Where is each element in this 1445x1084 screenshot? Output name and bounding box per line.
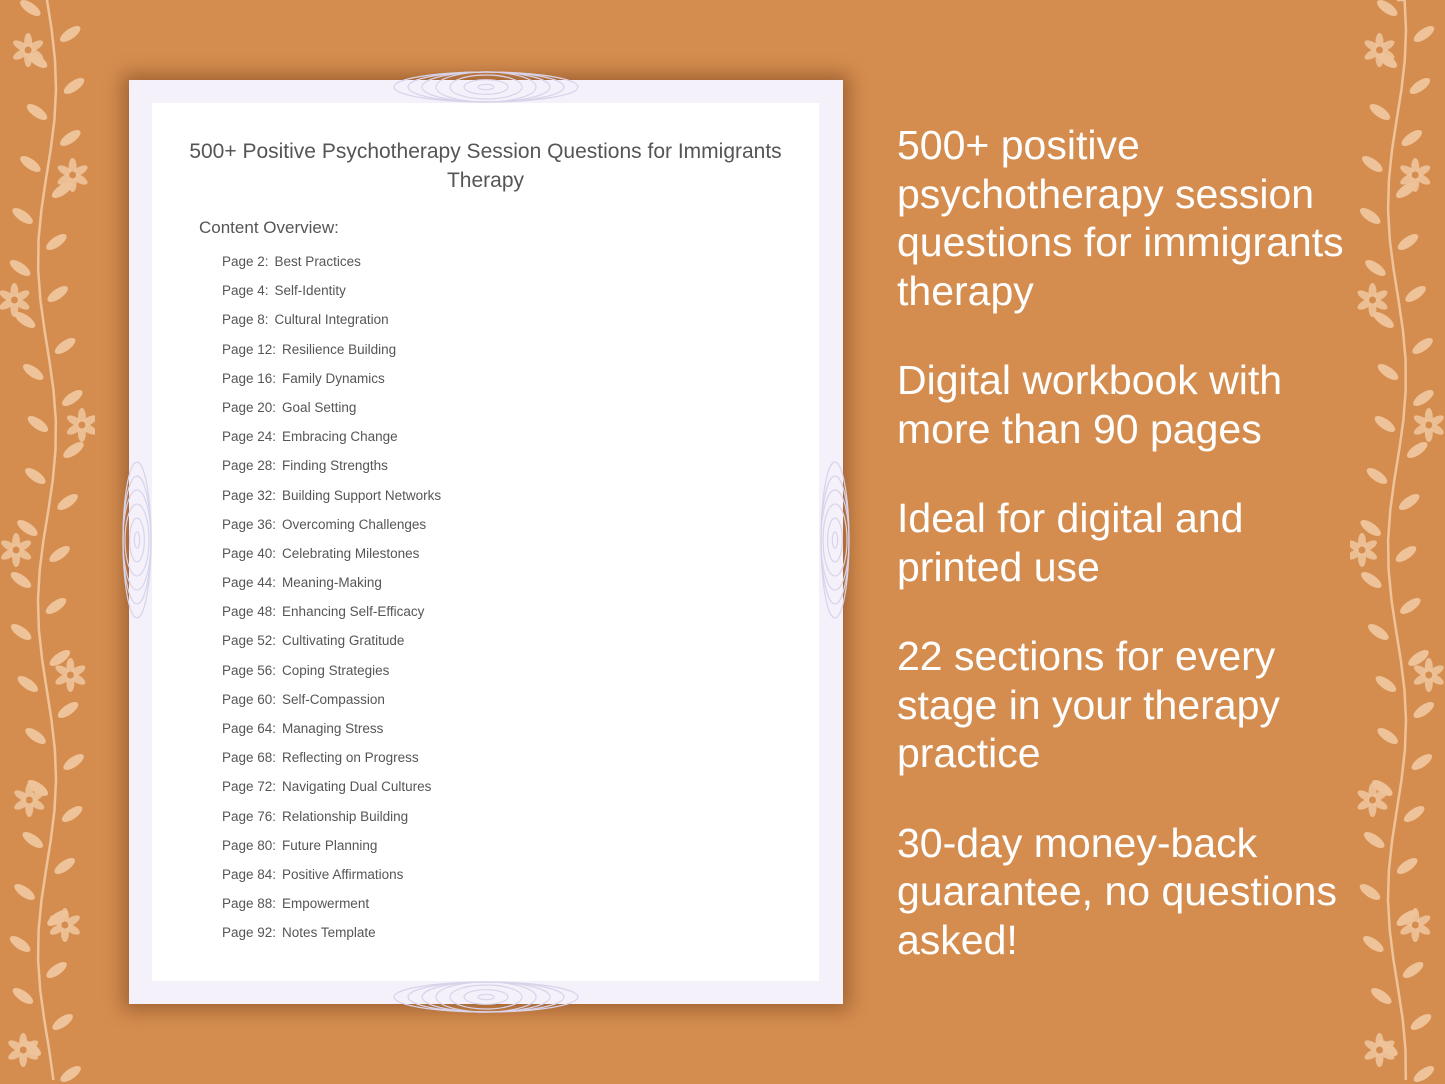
toc-topic: Future Planning [282,837,378,853]
toc-topic: Best Practices [274,254,361,269]
toc-topic: Celebrating Milestones [282,545,420,561]
document-title: 500+ Positive Psychotherapy Session Questions for Immigrants Therapy [189,140,782,192]
toc-page: Page 24: [222,429,277,445]
toc-page: Page 32: [222,487,277,503]
toc-page: Page 92: [222,925,277,941]
toc-page: Page 76: [222,808,277,824]
toc-page: Page 72: [222,779,277,795]
toc-topic: Building Support Networks [282,487,442,503]
toc-page: Page 64: [222,721,277,736]
toc-item [222,371,441,400]
feature-usage: Ideal for digital and printed use [897,495,1244,590]
toc-topic: Managing Stress [282,721,384,736]
toc-item [222,575,441,604]
toc-item [222,663,441,692]
toc-page: Page 60: [222,691,277,707]
toc-item [222,312,441,341]
toc-page: Page 12: [222,341,277,357]
toc-topic: Finding Strengths [282,458,388,474]
toc-item [222,838,441,867]
toc-page: Page 40: [222,545,277,561]
feature-questions: 500+ positive psychotherapy session questions for immigrants therapy [897,122,1344,314]
toc-item [222,283,441,312]
toc-topic: Relationship Building [282,808,409,824]
toc-topic: Resilience Building [282,341,397,357]
toc-page: Page 68: [222,750,277,766]
mandala-left-icon [121,455,153,625]
mandala-right-icon [819,455,851,625]
mandala-bottom-icon [381,980,591,1014]
toc-topic: Self-Compassion [282,691,385,707]
toc-item [222,604,441,633]
toc-item [222,517,441,546]
toc-item [222,429,441,458]
toc-item [222,925,441,954]
document-page [152,103,819,981]
feature-list [897,121,1347,1005]
toc-item [222,692,441,721]
feature-guarantee: 30-day money-back guarantee, no questions asked! [897,819,1337,963]
toc-page: Page 52: [222,633,277,649]
toc-topic: Notes Template [282,925,376,941]
feature-pages: Digital workbook with more than 90 pages [897,357,1283,452]
toc-topic: Meaning-Making [282,575,382,591]
toc-page: Page 20: [222,399,277,415]
toc-item [222,342,441,371]
toc-item [222,896,441,925]
toc-page: Page 48: [222,604,277,620]
toc-page: Page 28: [222,458,277,474]
toc-topic: Cultivating Gratitude [282,633,405,649]
toc-item [222,546,441,575]
toc-topic: Empowerment [282,896,370,912]
toc-topic: Self-Identity [274,283,346,299]
toc-page: Page 4: [222,283,269,299]
toc-page: Page 16: [222,370,277,386]
toc-item [222,633,441,662]
table-of-contents [222,254,441,955]
toc-topic: Positive Affirmations [282,866,404,882]
toc-topic: Family Dynamics [282,370,385,386]
toc-page: Page 56: [222,662,277,678]
toc-topic: Coping Strategies [282,662,390,678]
toc-topic: Reflecting on Progress [282,750,419,766]
floral-vine-left-icon [0,0,95,1084]
toc-page: Page 8: [222,312,269,328]
toc-page: Page 36: [222,516,277,532]
toc-page: Page 84: [222,866,277,882]
feature-sections: 22 sections for every stage in your therapy practice [897,633,1280,776]
toc-topic: Navigating Dual Cultures [282,779,432,795]
toc-item [222,750,441,779]
toc-page: Page 88: [222,896,277,912]
floral-vine-right-icon [1350,0,1445,1084]
toc-item [222,809,441,838]
toc-topic: Overcoming Challenges [282,516,427,532]
toc-topic: Goal Setting [282,399,357,415]
toc-topic: Embracing Change [282,429,398,445]
toc-item [222,400,441,429]
toc-page: Page 2: [222,254,269,269]
content-overview-label: Content Overview: [199,218,339,237]
toc-topic: Cultural Integration [274,312,389,328]
toc-item [222,458,441,487]
toc-item [222,779,441,808]
toc-page: Page 44: [222,575,277,591]
document-preview [129,80,843,1004]
toc-item [222,867,441,896]
toc-item [222,721,441,750]
toc-page: Page 80: [222,837,277,853]
toc-topic: Enhancing Self-Efficacy [282,604,425,620]
toc-item [222,254,441,283]
mandala-top-icon [381,70,591,104]
toc-item [222,488,441,517]
